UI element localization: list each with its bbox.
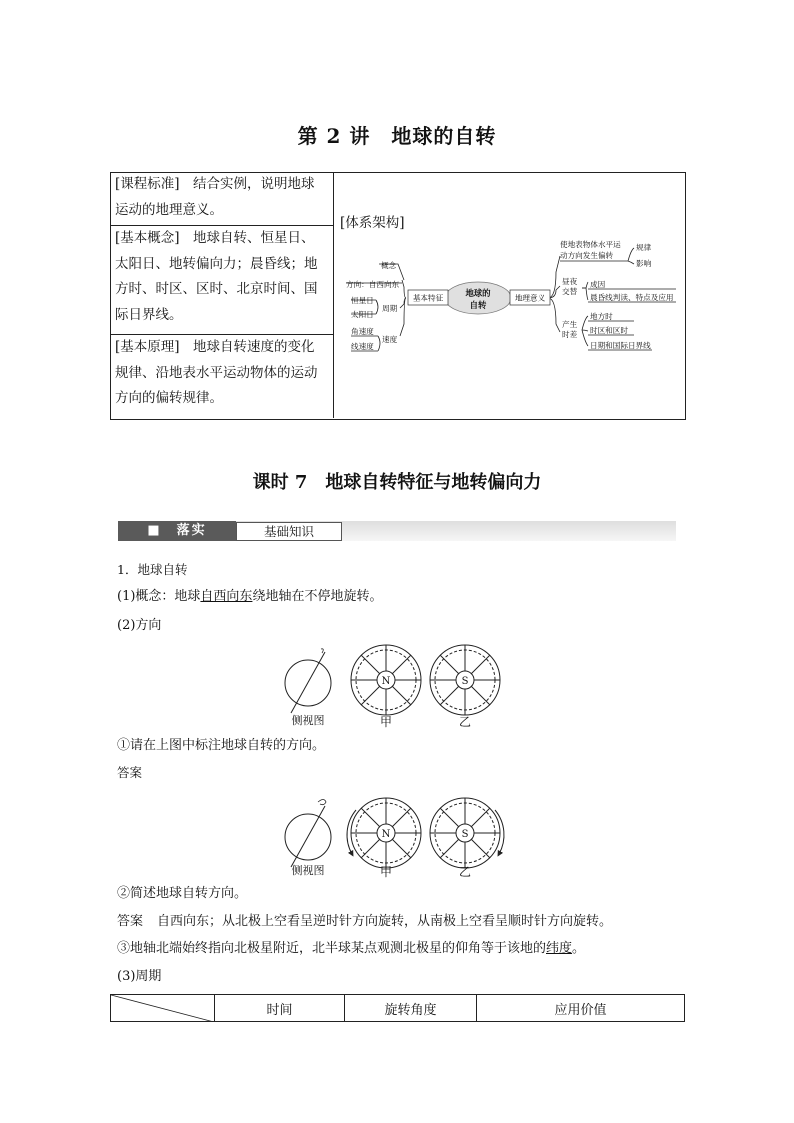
intro-left-column xyxy=(110,172,334,418)
section-heading: 1．地球自转 xyxy=(117,562,188,577)
concept-prefix: (1)概念：地球 xyxy=(117,589,201,604)
mindmap-direction: 方向：自西向东 xyxy=(346,280,400,289)
page-title: 第 2 讲 地球的自转 xyxy=(297,124,497,148)
period-header-angle: 旋转角度 xyxy=(345,995,477,1022)
answer-label: 答案 xyxy=(117,914,144,929)
mindmap-daynight-line2: 交替 xyxy=(562,287,578,296)
course-standard-cell: [课程标准] 结合实例，说明地球运动的地理意义。 xyxy=(115,176,315,218)
mindmap-timediff-line2: 时差 xyxy=(562,330,578,339)
mindmap-terminator: 晨昏线判读、特点及应用 xyxy=(590,293,674,302)
rotation-figure-question xyxy=(278,644,508,730)
mindmap-speed: 速度 xyxy=(382,335,398,344)
basic-principles-cell: [基本原理] 地球自转速度的变化规律、沿地表水平运动物体的运动方向的偏转规律。 xyxy=(115,339,318,406)
yi-label: 乙 xyxy=(458,715,472,729)
rotation-figure-answer xyxy=(278,794,518,880)
jia-label: 甲 xyxy=(379,715,393,729)
mindmap-period: 周期 xyxy=(382,304,398,313)
mindmap-time-zones: 时区和区时 xyxy=(590,326,628,335)
mindmap-center-line2: 自转 xyxy=(469,300,487,310)
mindmap-deflection-line1: 使地表物体水平运 xyxy=(560,240,621,249)
period-table xyxy=(110,994,685,1022)
question-3-answer: 纬度 xyxy=(546,941,573,956)
south-letter: S xyxy=(461,829,469,840)
question-3-prefix: ③地轴北端始终指向北极星附近，北半球某点观测北极星的仰角等于该地的 xyxy=(117,941,547,956)
question-3-suffix: 。 xyxy=(572,941,586,956)
side-view-label: 侧视图 xyxy=(291,864,325,877)
yi-label: 乙 xyxy=(458,865,472,879)
mindmap-center-line1: 地球的 xyxy=(465,288,491,298)
mindmap-sidereal-day: 恒星日 xyxy=(351,296,374,305)
question-1: ①请在上图中标注地球自转的方向。 xyxy=(117,738,326,753)
mindmap-rule: 规律 xyxy=(636,243,652,252)
south-letter: S xyxy=(461,676,469,687)
mindmap-daynight-line1: 昼夜 xyxy=(562,277,578,286)
earth-axis xyxy=(291,652,325,713)
north-letter: N xyxy=(381,829,391,840)
period-table-corner xyxy=(111,995,215,1022)
framework-label: [体系架构] xyxy=(340,215,405,231)
period-header-application: 应用价值 xyxy=(477,995,685,1022)
lesson-title: 课时 7 地球自转特征与地转偏向力 xyxy=(252,472,542,493)
mindmap-local-time: 地方时 xyxy=(590,312,613,321)
mindmap-solar-day: 太阳日 xyxy=(351,310,374,319)
mindmap-geographic-significance: 地理意义 xyxy=(514,293,546,303)
question-2: ②简述地球自转方向。 xyxy=(117,886,248,901)
diagonal-line xyxy=(111,995,214,1022)
period-heading: (3)周期 xyxy=(117,969,162,984)
tab-primary: ■ 落实 xyxy=(118,521,236,541)
direction-heading: (2)方向 xyxy=(117,618,162,633)
question-3 xyxy=(117,940,585,958)
answer-2-text: 自西向东；从北极上空看呈逆时针方向旋转，从南极上空看呈顺时针方向旋转。 xyxy=(157,914,613,929)
tab-secondary: 基础知识 xyxy=(236,522,342,541)
framework-mindmap xyxy=(338,232,682,360)
period-header-time: 时间 xyxy=(215,995,345,1022)
concept-suffix: 绕地轴在不停地旋转。 xyxy=(252,589,383,604)
mindmap-timediff-line1: 产生 xyxy=(562,320,578,329)
concept-answer: 自西向东 xyxy=(200,589,253,604)
mindmap-basic-features: 基本特征 xyxy=(412,293,444,303)
mindmap-angular-speed: 角速度 xyxy=(351,327,374,336)
mindmap-concept: 概念 xyxy=(381,261,397,270)
mindmap-cause: 成因 xyxy=(590,280,606,289)
rotation-arrow-icon xyxy=(318,800,326,805)
answer-2 xyxy=(117,913,612,931)
basic-concepts-cell: [基本概念] 地球自转、恒星日、太阳日、地转偏向力；晨昏线；地方时、时区、区时、北京时间、国际日界线。 xyxy=(115,230,318,323)
north-letter: N xyxy=(381,676,391,687)
section-tab-bar xyxy=(118,521,676,541)
mindmap-linear-speed: 线速度 xyxy=(351,342,374,351)
mindmap-deflection-line2: 动方向发生偏转 xyxy=(560,251,614,260)
jia-label: 甲 xyxy=(379,865,393,879)
mindmap-date-line: 日期和国际日界线 xyxy=(590,341,651,350)
concept-line xyxy=(117,588,382,606)
side-view-label: 侧视图 xyxy=(291,714,325,727)
mindmap-effect: 影响 xyxy=(636,259,652,268)
answer-label: 答案 xyxy=(117,765,143,780)
